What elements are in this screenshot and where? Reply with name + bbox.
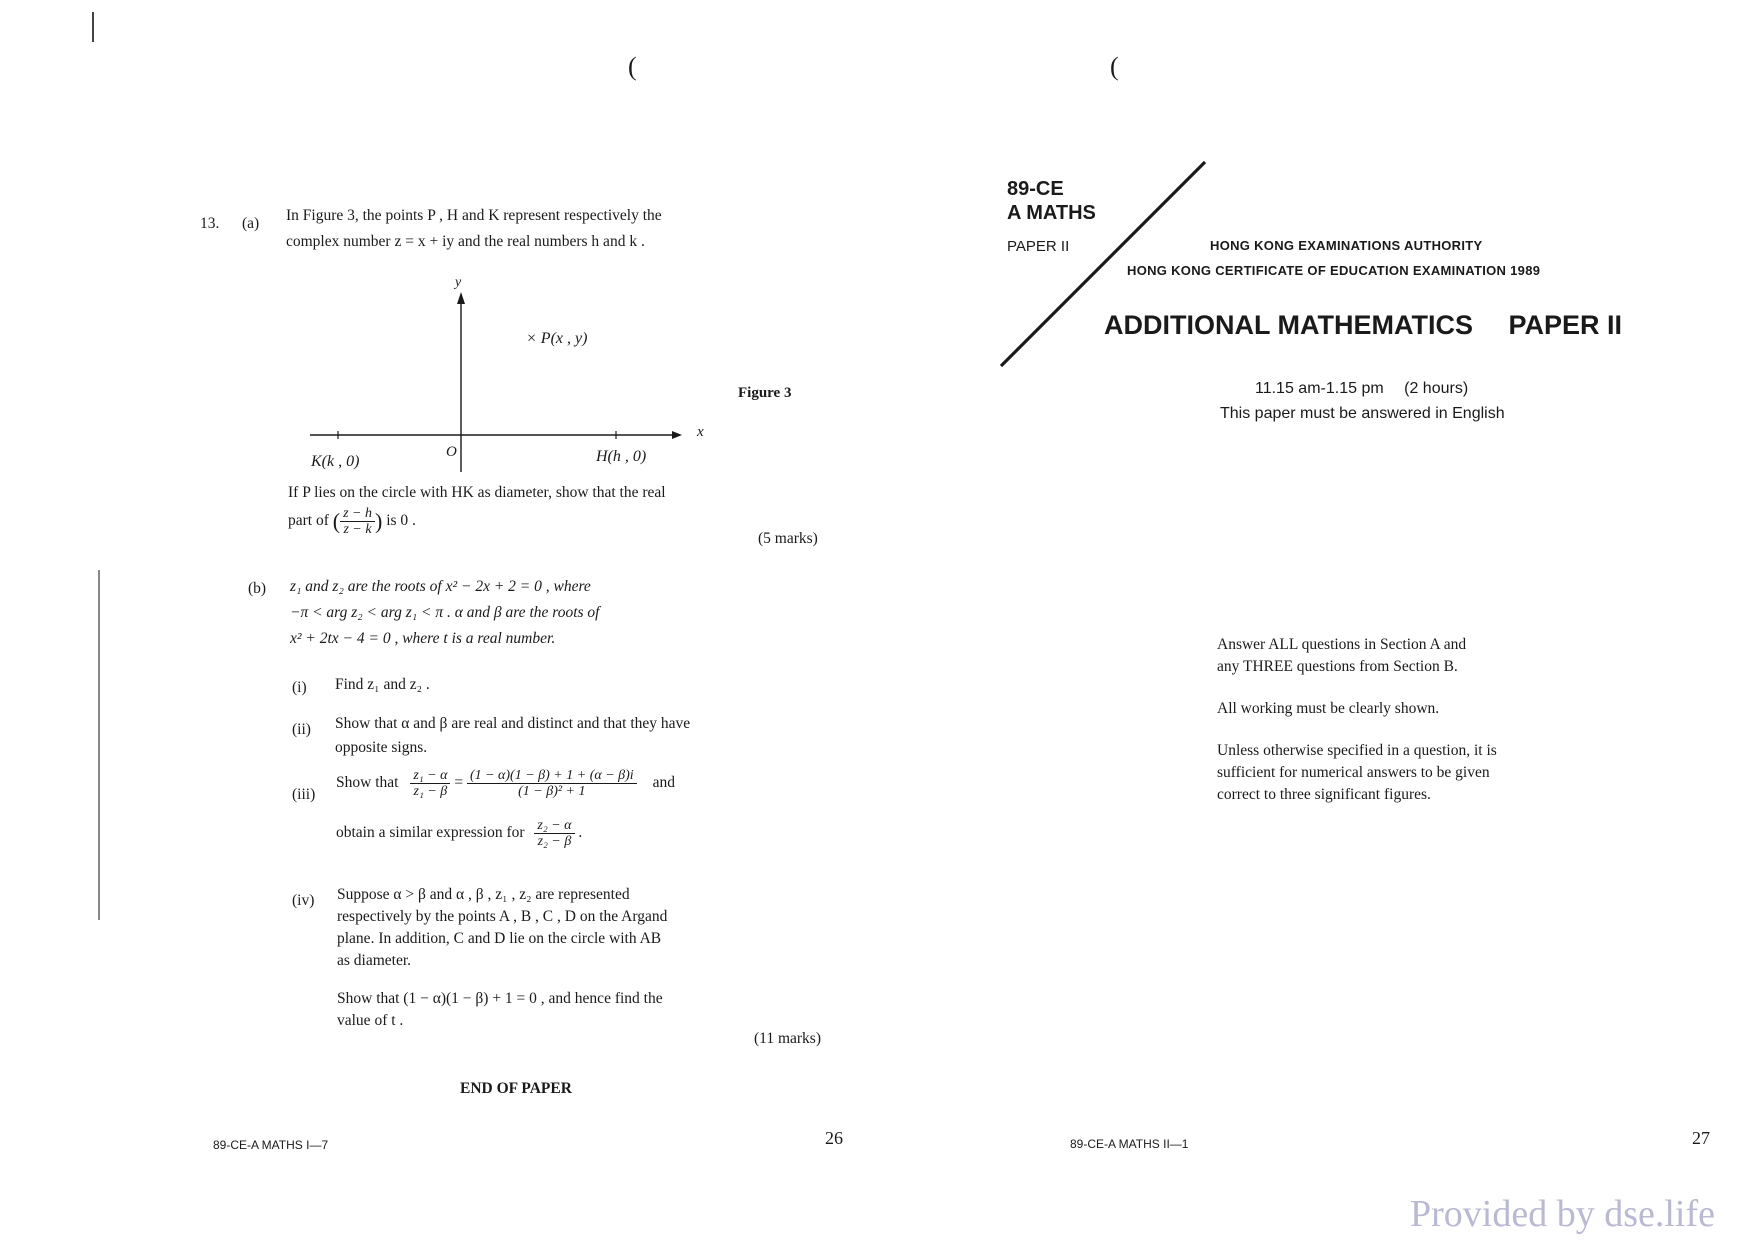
- iii-rhs-fraction: [467, 768, 637, 799]
- left-page-number: 26: [825, 1128, 843, 1148]
- figure-origin-label: O: [446, 444, 457, 460]
- paren-open: (: [332, 508, 341, 534]
- instruction-3-line3: correct to three significant figures.: [1217, 786, 1431, 803]
- part-a-line2: complex number z = x + iy and the real numbers h and k .: [286, 233, 645, 250]
- instruction-3-line2: sufficient for numerical answers to be given: [1217, 764, 1490, 781]
- iii-equals: =: [454, 774, 464, 792]
- fraction-z-h-over-z-k: [340, 506, 375, 537]
- part-b-marks: (11 marks): [754, 1030, 822, 1047]
- part-b-label: (b): [248, 580, 267, 597]
- iii-and: and: [652, 774, 675, 792]
- fraction-numerator: z − h: [340, 506, 375, 522]
- paper-code-line1: 89-CE: [1007, 178, 1064, 200]
- paper-title-main: ADDITIONAL MATHEMATICS: [1104, 310, 1473, 340]
- exam-name: HONG KONG CERTIFICATE OF EDUCATION EXAMINATION 1989: [1127, 263, 1541, 278]
- part-b-iv-label: (iv): [292, 892, 315, 909]
- scan-mark-top-left: [92, 12, 94, 42]
- y-axis-arrow: [457, 292, 465, 304]
- instruction-3-line1: Unless otherwise specified in a question, it is: [1217, 742, 1497, 759]
- part-a-label: (a): [242, 215, 260, 232]
- figure-caption: Figure 3: [738, 385, 792, 401]
- instruction-1-line2: any THREE questions from Section B.: [1217, 658, 1458, 675]
- figure-x-label: x: [697, 424, 704, 440]
- part-b-iv-line3: plane. In addition, C and D lie on the circle with AB: [337, 930, 662, 947]
- scan-paren-left: (: [628, 52, 637, 81]
- paper-title-number: PAPER II: [1508, 310, 1623, 340]
- authority-name: HONG KONG EXAMINATIONS AUTHORITY: [1210, 238, 1483, 253]
- right-footer-code: 89-CE-A MATHS II—1: [1070, 1137, 1189, 1151]
- part-b-i-label: (i): [292, 679, 307, 696]
- part-of-text: part of: [288, 512, 329, 530]
- iii-lhs-numerator: z₁ − α: [410, 768, 450, 784]
- part-a-part-of-line: [288, 506, 416, 537]
- question-number: 13.: [200, 215, 220, 232]
- language-note: This paper must be answered in English: [1220, 405, 1505, 422]
- part-b-i-text: Find z₁ and z₂ .: [335, 676, 430, 693]
- is-zero-text: is 0 .: [386, 512, 416, 530]
- instruction-1-line1: Answer ALL questions in Section A and: [1217, 636, 1467, 653]
- part-a-line1: In Figure 3, the points P , H and K represent respectively the: [286, 207, 662, 224]
- part-b-iv-line2: respectively by the points A , B , C , D on the Argand: [337, 908, 668, 925]
- part-b-iii-label: (iii): [292, 786, 316, 803]
- part-b-iii-equation: [336, 768, 675, 799]
- left-footer-code: 89-CE-A MATHS I—7: [213, 1138, 329, 1152]
- exam-duration: (2 hours): [1404, 380, 1469, 397]
- iii-rhs-numerator: (1 − α)(1 − β) + 1 + (α − β)i: [467, 768, 637, 784]
- paper-code-line3: PAPER II: [1007, 238, 1070, 255]
- figure-y-label: y: [455, 275, 462, 290]
- part-b-ii-line2: opposite signs.: [335, 739, 428, 756]
- exam-time: [1255, 380, 1468, 398]
- iii-rhs-denominator: (1 − β)² + 1: [518, 784, 586, 799]
- iii-show-text: Show that: [336, 774, 399, 792]
- exam-time-range: 11.15 am-1.15 pm: [1255, 380, 1384, 397]
- part-b-iv-line1: Suppose α > β and α , β , z₁ , z₂ are represented: [337, 886, 630, 903]
- end-of-paper: END OF PAPER: [460, 1080, 572, 1097]
- instruction-2: All working must be clearly shown.: [1217, 700, 1440, 717]
- paper-title: [1104, 310, 1622, 341]
- scan-paren-right: (: [1110, 52, 1119, 81]
- paper-code-line2: A MATHS: [1007, 202, 1096, 224]
- part-b-iii-obtain: [336, 818, 582, 849]
- figure-point-h: H(h , 0): [596, 448, 647, 465]
- iii-lhs-fraction: [410, 768, 450, 799]
- iii-dot: .: [578, 824, 583, 842]
- scan-mark-left-edge: [98, 570, 100, 920]
- iii-obtain-text: obtain a similar expression for: [336, 824, 525, 842]
- iii-similar-numerator: z₂ − α: [534, 818, 574, 834]
- iii-lhs-denominator: z₁ − β: [413, 784, 448, 799]
- part-b-line1: z₁ and z₂ are the roots of x² − 2x + 2 = 0 , where: [290, 578, 591, 595]
- iii-similar-fraction: [534, 818, 574, 849]
- part-a-marks: (5 marks): [758, 530, 818, 547]
- part-b-ii-line1: Show that α and β are real and distinct and that they have: [335, 715, 691, 732]
- part-b-ii-label: (ii): [292, 721, 311, 738]
- right-page-number: 27: [1692, 1128, 1710, 1148]
- part-b-iv-line5: Show that (1 − α)(1 − β) + 1 = 0 , and hence find the: [337, 990, 663, 1007]
- paren-close: ): [375, 508, 383, 534]
- part-b-line2: −π < arg z₂ < arg z₁ < π . α and β are the roots of: [290, 604, 600, 621]
- figure-point-k: K(k , 0): [311, 453, 360, 470]
- iii-similar-denominator: z₂ − β: [537, 834, 572, 849]
- watermark: Provided by dse.life: [1410, 1193, 1716, 1235]
- x-axis-arrow: [672, 431, 682, 439]
- part-a-condition: If P lies on the circle with HK as diameter, show that the real: [288, 484, 666, 501]
- figure-3-diagram: [300, 272, 720, 482]
- part-b-iv-line4: as diameter.: [337, 952, 412, 969]
- figure-point-p: × P(x , y): [526, 330, 588, 347]
- part-b-iv-line6: value of t .: [337, 1012, 404, 1029]
- fraction-denominator: z − k: [343, 522, 372, 537]
- part-b-line3: x² + 2tx − 4 = 0 , where t is a real number.: [290, 630, 556, 647]
